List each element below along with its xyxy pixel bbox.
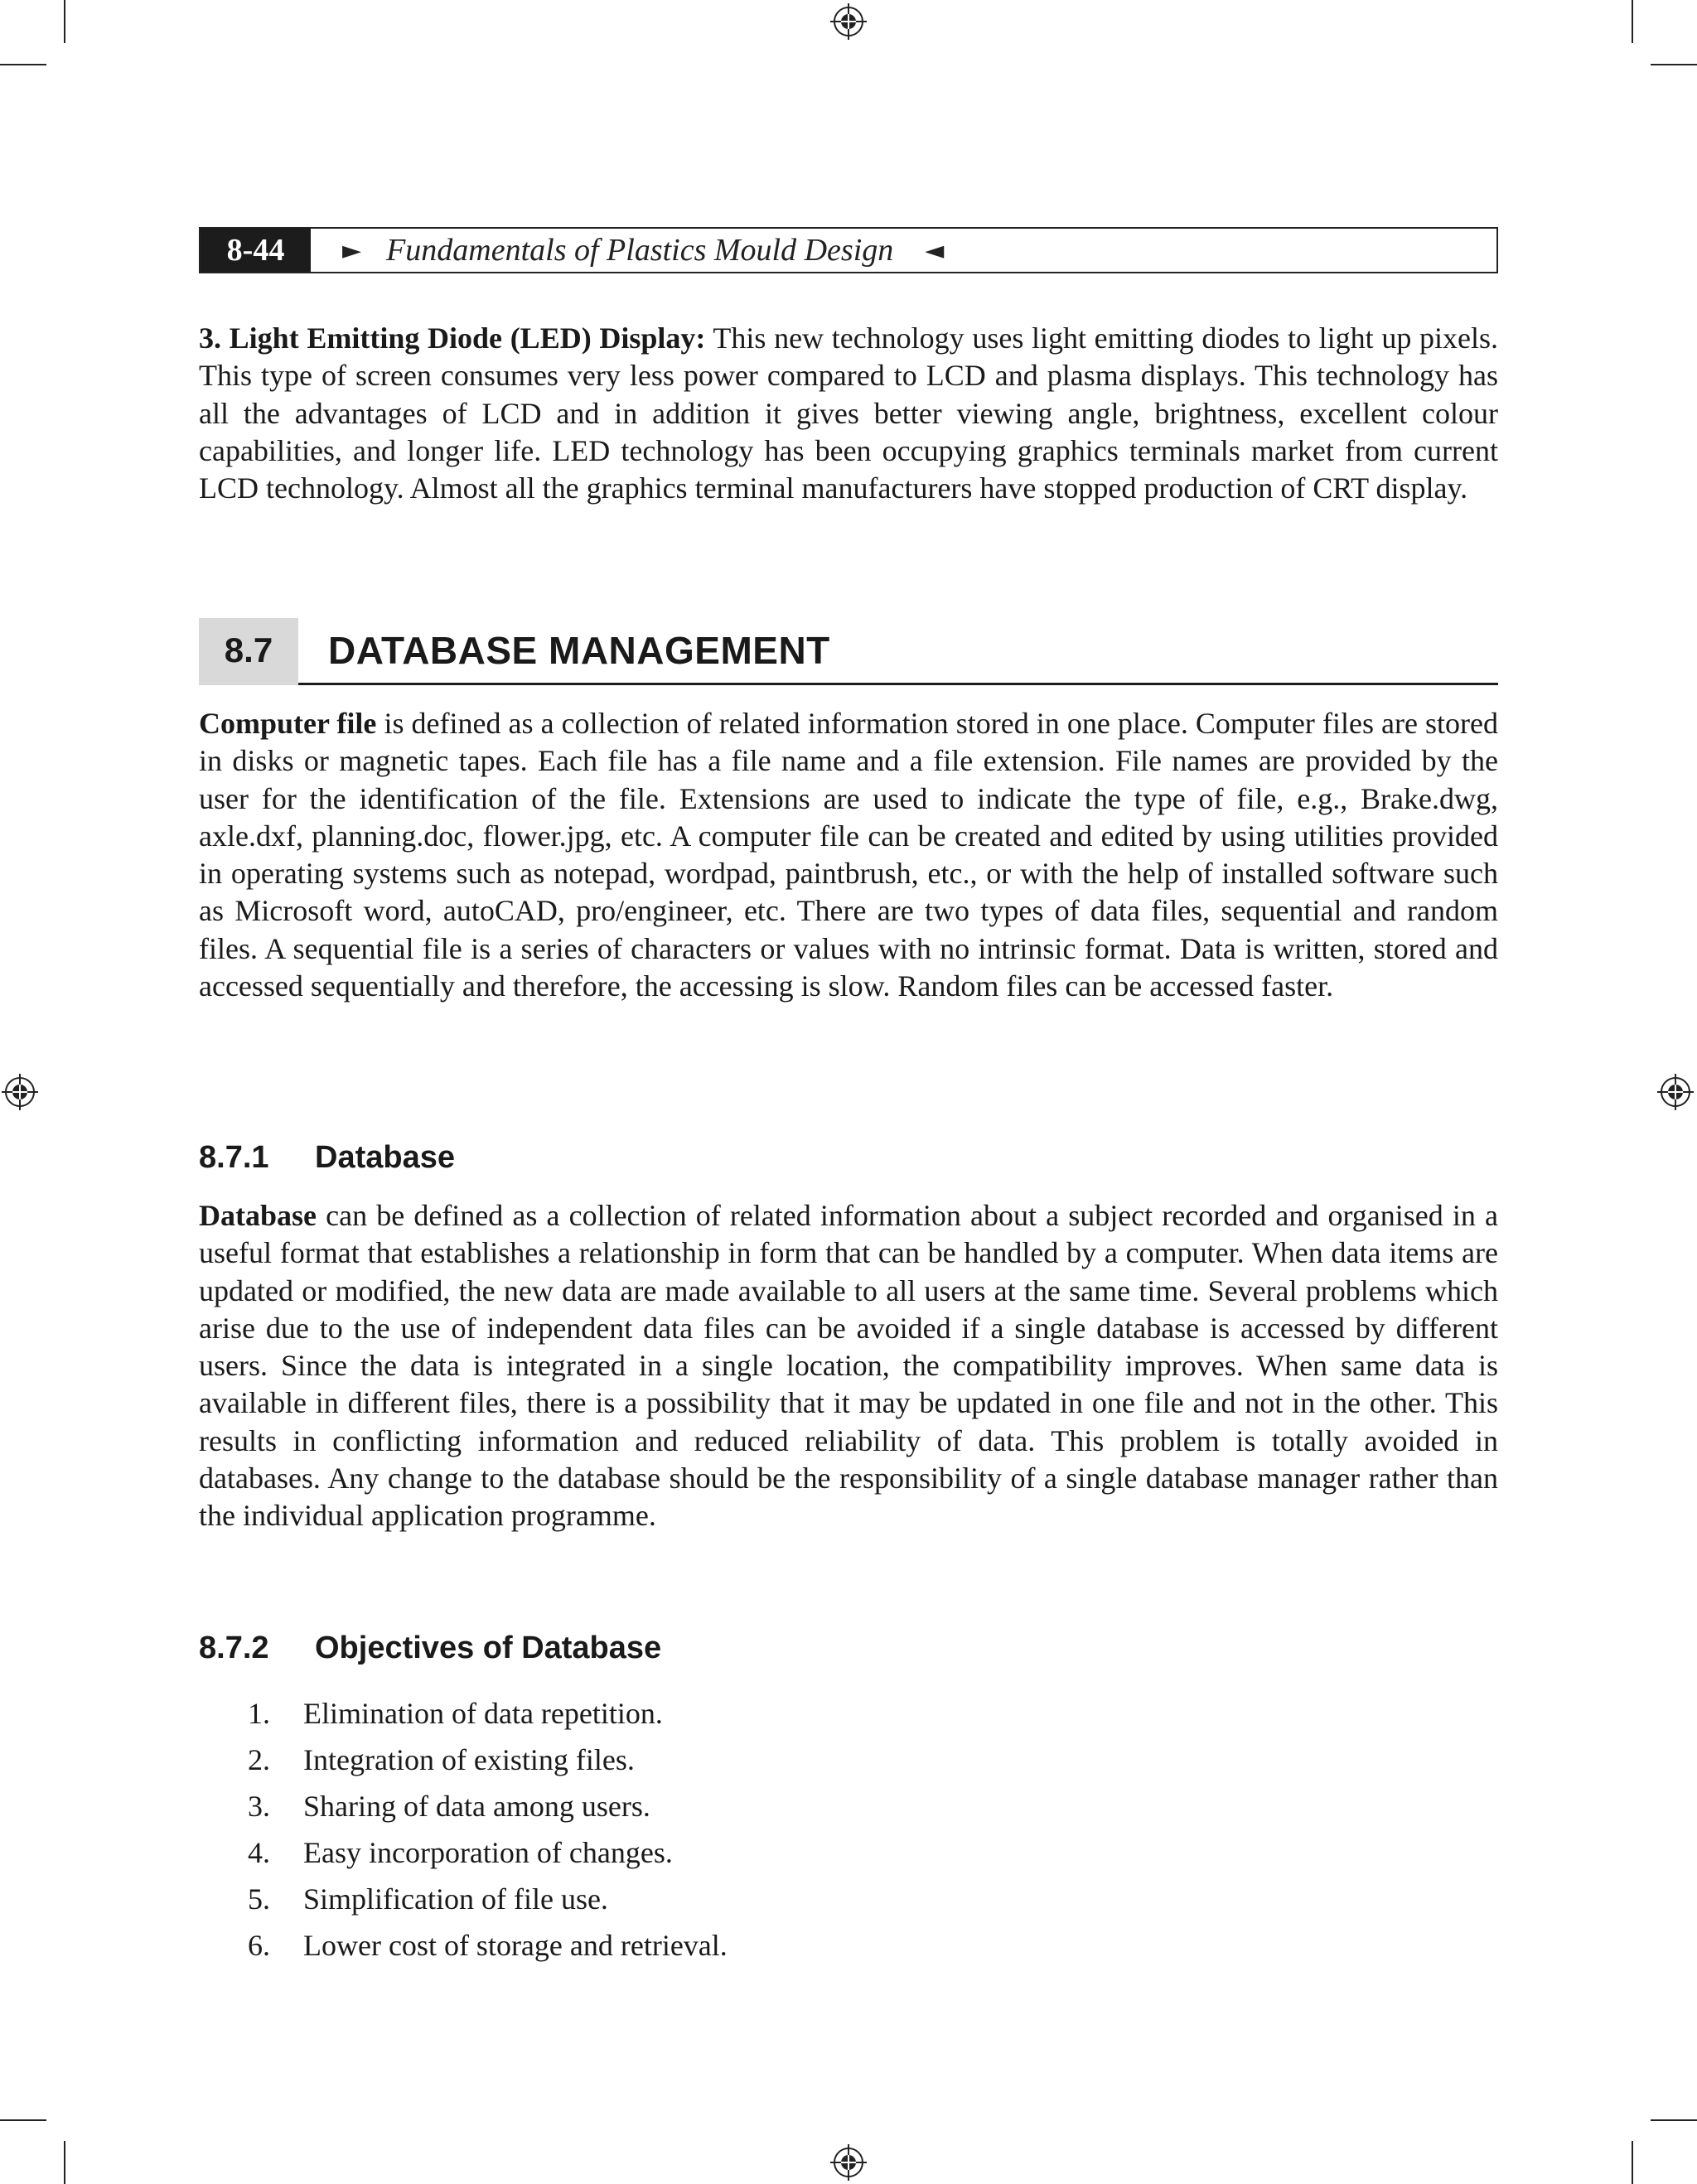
computer-file-lead: Computer file	[199, 707, 377, 740]
subsection-title: Objectives of Database	[315, 1631, 662, 1665]
list-item-text: Easy incorporation of changes.	[303, 1836, 673, 1869]
right-pointer-icon: ►	[342, 235, 362, 265]
section-title: DATABASE MANAGEMENT	[328, 629, 830, 672]
registration-mark-icon	[830, 3, 867, 40]
crop-mark-top-right-horizontal	[1651, 64, 1697, 65]
list-item	[199, 1876, 728, 1922]
left-pointer-icon: ◄	[925, 235, 945, 265]
list-item-number: 3.	[248, 1790, 270, 1823]
subsection-title: Database	[315, 1140, 455, 1175]
list-item	[199, 1829, 728, 1876]
list-item-number: 6.	[248, 1929, 270, 1962]
list-item-text: Integration of existing files.	[303, 1743, 635, 1776]
led-display-lead: 3. Light Emitting Diode (LED) Display:	[199, 321, 706, 355]
subsection-number: 8.7.1	[199, 1140, 269, 1175]
list-item	[199, 1783, 728, 1829]
section-heading	[199, 618, 1498, 685]
computer-file-paragraph	[199, 705, 1498, 1005]
list-item-text: Simplification of file use.	[303, 1882, 608, 1916]
registration-mark-icon	[2, 1074, 38, 1110]
registration-mark-icon	[830, 2144, 867, 2181]
list-item-text: Lower cost of storage and retrieval.	[303, 1929, 728, 1962]
list-item-number: 1.	[248, 1697, 270, 1730]
database-text: can be defined as a collection of related information about a subject recorded and organised in a useful format that establishes a relationship in form that can be handled by a computer. When data items are updated or modified, the new data are made available to all users at the same time. Several problems which arise due to the use of independent data files can be avoided if a single database is accessed by different users. Since the data is integrated in a single location, the compatibility improves. When same data is available in different files, there is a possibility that it may be updated in one file and not in the other. This results in conflicting information and reduced reliability of data. This problem is totally avoided in databases. Any change to the database should be the responsibility of a single database manager rather than the individual application programme.	[199, 1199, 1498, 1533]
subsection-heading-objectives	[199, 1631, 661, 1666]
list-item	[199, 1737, 728, 1783]
crop-mark-top-right-vertical	[1632, 0, 1633, 43]
page-number: 8-44	[201, 229, 311, 272]
led-display-paragraph	[199, 320, 1498, 507]
list-item-number: 2.	[248, 1743, 270, 1776]
led-display-text: This new technology uses light emitting diodes to light up pixels. This type of screen consumes very less power compared to LCD and plasma displays. This technology has all the advantages of LCD and in addition it gives better viewing angle, brightness, excellent colour capabilities, and longer life. LED technology has been occupying graphics terminals market from current LCD technology. Almost all the graphics terminal manufacturers have stopped production of CRT display.	[199, 321, 1498, 505]
list-item-text: Sharing of data among users.	[303, 1790, 650, 1823]
crop-mark-bottom-left-vertical	[64, 2141, 65, 2184]
database-paragraph	[199, 1197, 1498, 1535]
list-item-text: Elimination of data repetition.	[303, 1697, 663, 1730]
computer-file-text: is defined as a collection of related information stored in one place. Computer files are stored in disks or magnetic tapes. Each file has a file name and a file extension. File names are provided by the user for the identification of the file. Extensions are used to indicate the type of file, e.g., Brake.dwg, axle.dxf, planning.doc, flower.jpg, etc. A computer file can be created and edited by using utilities provided in operating systems such as notepad, wordpad, paintbrush, etc., or with the help of installed software such as Microsoft word, autoCAD, pro/engineer, etc. There are two types of data files, sequential and random files. A sequential file is a series of characters or values with no intrinsic format. Data is written, stored and accessed sequentially and therefore, the accessing is slow. Random files can be accessed faster.	[199, 707, 1499, 1003]
list-item-number: 5.	[248, 1882, 270, 1916]
list-item	[199, 1690, 728, 1737]
crop-mark-top-left-vertical	[64, 0, 65, 43]
subsection-number: 8.7.2	[199, 1631, 269, 1665]
book-title: Fundamentals of Plastics Mould Design	[386, 233, 894, 268]
objectives-list	[199, 1690, 728, 1969]
crop-mark-top-left-horizontal	[0, 64, 46, 65]
crop-mark-bottom-right-vertical	[1632, 2141, 1633, 2184]
list-item	[199, 1922, 728, 1969]
section-number: 8.7	[199, 618, 298, 685]
list-item-number: 4.	[248, 1836, 270, 1869]
database-lead: Database	[199, 1199, 317, 1232]
registration-mark-icon	[1657, 1074, 1694, 1110]
running-header	[199, 227, 1498, 273]
crop-mark-bottom-right-horizontal	[1651, 2119, 1697, 2121]
crop-mark-bottom-left-horizontal	[0, 2119, 46, 2121]
subsection-heading-database	[199, 1140, 455, 1176]
